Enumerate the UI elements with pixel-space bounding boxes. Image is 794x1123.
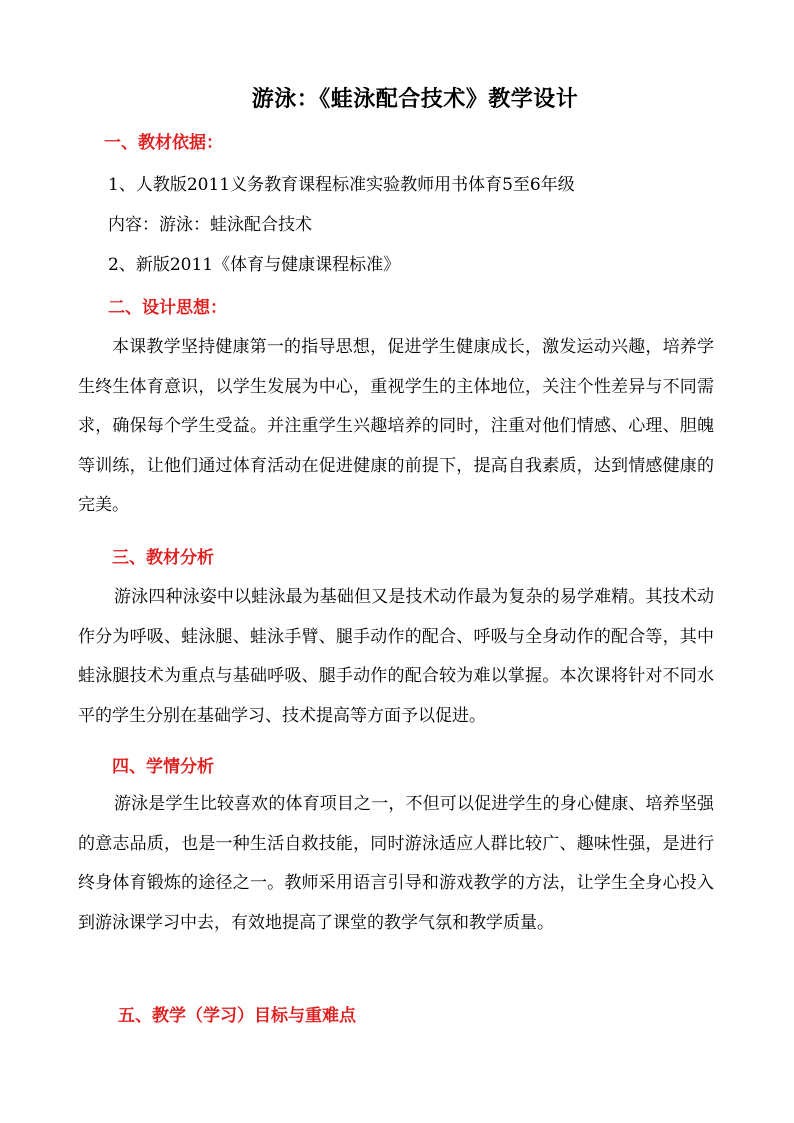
document-title: 游泳：《蛙泳配合技术》教学设计 <box>251 86 579 112</box>
basis-item-2: 2、新版2011《体育与健康课程标准》 <box>108 255 401 275</box>
section-heading-5: 五、教学（学习）目标与重难点 <box>118 1006 356 1026</box>
basis-item-1: 1、人教版2011义务教育课程标准实验教师用书体育5至6年级 <box>108 175 575 195</box>
learner-analysis-paragraph: 游泳是学生比较喜欢的体育项目之一，不但可以促进学生的身心健康、培养坚强的意志品质，也是一种生活自救技能，同时游泳适应人群比较广、趣味性强，是进行终身体育锻炼的途径之一。教师采用语言引导和游戏教学的方法，让学生全身心投入到游泳课学习中去，有效地提高了课堂的教学气氛和教学质量。 <box>78 794 714 933</box>
design-thought-paragraph: 本课教学坚持健康第一的指导思想，促进学生健康成长，激发运动兴趣，培养学生终生体育意识，以学生发展为中心，重视学生的主体地位，关注个性差异与不同需求，确保每个学生受益。并注重学生兴趣培养的同时，注重对他们情感、心理、胆魄等训练，让他们通过体育活动在促进健康的前提下，提高自我素质，达到情感健康的完美。 <box>78 337 714 515</box>
material-analysis-paragraph: 游泳四种泳姿中以蛙泳最为基础但又是技术动作最为复杂的易学难精。其技术动作分为呼吸、蛙泳腿、蛙泳手臂、腿手动作的配合、呼吸与全身动作的配合等，其中蛙泳腿技术为重点与基础呼吸、腿手动作的配合较为难以掌握。本次课将针对不同水平的学生分别在基础学习、技术提高等方面予以促进。 <box>78 587 714 726</box>
basis-content-line: 内容：游泳：蛙泳配合技术 <box>108 215 312 235</box>
section-heading-3: 三、教材分析 <box>112 548 214 568</box>
section-heading-2: 二、设计思想： <box>108 298 227 318</box>
section-heading-4: 四、学情分析 <box>112 757 214 777</box>
section-heading-1: 一、教材依据： <box>104 133 223 153</box>
